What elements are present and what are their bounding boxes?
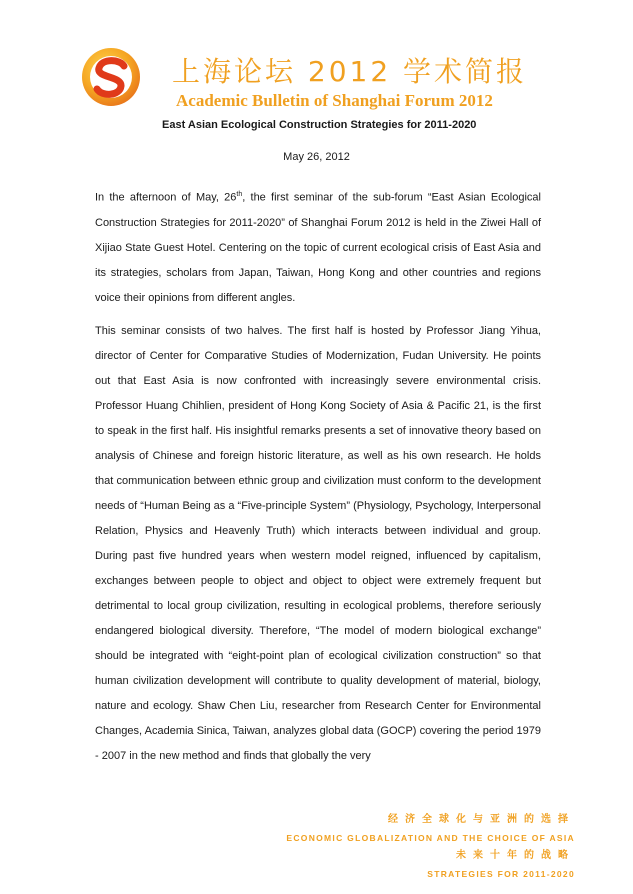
paragraph-2: This seminar consists of two halves. The first half is hosted by Professor Jiang Yihua, director of Center for Comparative Studies of Modernization, Fudan University. He points out that East Asia is now confronted with increasingly severe environmental crisis. Professor Huang Chihlien, president of Hong Kong Society of Asia & Pacific 21, is the first to speak in the first half. His insightful remarks presents a set of innovative theory based on analysis of Chinese and foreign historic literature, as well as his own research. He holds that communication between ethnic group and civilization must conform to the development needs of “Human Being as a “Five-principle System” (Physiology, Psychology, Interpersonal Relation, Physics and Heavenly Truth) which interacts between individual and group. During past five hundred years when western model reigned, influenced by capitalism, exchanges between people to object and object to object were extremely frequent but detrimental to local group civilization, resulting in ecological problems, therefore seriously endangered biological diversity. Therefore, “The model of modern biological exchange” should be integrated with “eight-point plan of ecological civilization construction” so that human civilization development will contribute to quality development of material, biology, nature and ecology. Shaw Chen Liu, researcher from Research Center for Environmental Changes, Academia Sinica, Taiwan, analyzes global data (GOCP) covering the period 1979 - 2007 in the new method and finds that globally the very	[95, 324, 541, 762]
bulletin-title-chinese: 上海论坛 2012 学术简报	[172, 55, 528, 88]
footer-series-title-en: ECONOMIC GLOBALIZATION AND THE CHOICE OF ASIA	[286, 833, 575, 843]
article-body	[95, 182, 541, 777]
footer-strategy-title-en: STRATEGIES FOR 2011-2020	[427, 869, 575, 879]
paragraph-1-rest: , the first seminar of the sub-forum “East Asian Ecological Construction Strategies for 2011-2020” of Shanghai Forum 2012 is held in the Ziwei Hall of Xijiao State Guest Hotel. Centering on the topic of current ecological crisis of East Asia and its strategies, scholars from Japan, Taiwan, Hong Kong and other countries and regions voice their opinions from different angles.	[95, 191, 541, 304]
footer-series-title-cn: 经济全球化与亚洲的选择	[388, 814, 575, 825]
shanghai-forum-logo-icon	[80, 46, 142, 108]
footer-strategy-title-cn: 未来十年的战略	[456, 850, 575, 861]
ordinal-suffix: th	[236, 191, 243, 198]
article-title: East Asian Ecological Construction Strategies for 2011-2020	[162, 119, 477, 131]
footer-series	[286, 811, 575, 883]
paragraph-1-start: In the afternoon of May, 26	[95, 191, 237, 204]
bulletin-title-english: Academic Bulletin of Shanghai Forum 2012	[176, 91, 493, 110]
article-date: May 26, 2012	[283, 151, 350, 163]
paragraph-1	[95, 182, 541, 311]
